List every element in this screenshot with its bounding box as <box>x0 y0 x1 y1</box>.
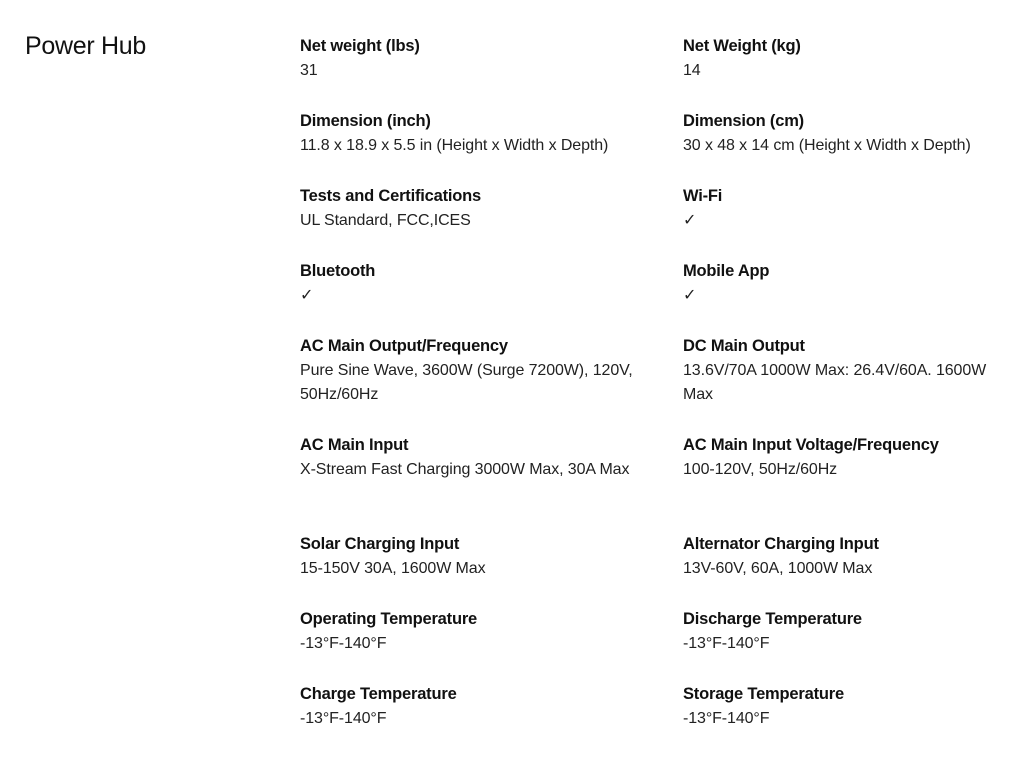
spec-dimension-cm <box>683 109 1024 184</box>
spec-value: 13V-60V, 60A, 1000W Max <box>683 560 873 577</box>
spec-value: 100-120V, 50Hz/60Hz <box>683 461 838 478</box>
spec-label: Bluetooth <box>300 262 376 280</box>
spec-label: Dimension (inch) <box>300 112 431 130</box>
spec-row <box>300 109 1024 184</box>
spec-value: Pure Sine Wave, 3600W (Surge 7200W), 120V, 50Hz/60Hz <box>300 362 633 403</box>
spec-value: X-Stream Fast Charging 3000W Max, 30A Max <box>300 461 630 478</box>
spec-value: 15-150V 30A, 1600W Max <box>300 560 486 577</box>
spec-value: -13°F-140°F <box>300 710 387 727</box>
spec-row <box>300 682 1024 757</box>
spec-row <box>300 34 1024 109</box>
spec-value: 30 x 48 x 14 cm (Height x Width x Depth) <box>683 137 971 154</box>
spec-value: 31 <box>300 62 318 79</box>
spec-operating-temperature <box>300 607 683 682</box>
check-mark-icon: ✓ <box>300 287 314 304</box>
spec-value: -13°F-140°F <box>683 635 770 652</box>
spec-label: Net weight (lbs) <box>300 37 420 55</box>
spec-dimension-inch <box>300 109 683 184</box>
spec-dc-main-output <box>683 334 1024 433</box>
spec-label: Storage Temperature <box>683 685 844 703</box>
spec-net-weight-kg <box>683 34 1024 109</box>
spec-storage-temperature <box>683 682 1024 757</box>
spec-label: Alternator Charging Input <box>683 535 879 553</box>
spec-solar-charging-input <box>300 532 683 607</box>
spec-net-weight-lbs <box>300 34 683 109</box>
spec-label: AC Main Output/Frequency <box>300 337 508 355</box>
spec-label: Dimension (cm) <box>683 112 804 130</box>
spec-certifications <box>300 184 683 259</box>
spec-row <box>300 607 1024 682</box>
spec-wifi <box>683 184 1024 259</box>
check-mark-icon: ✓ <box>683 212 697 229</box>
spec-value: 14 <box>683 62 701 79</box>
spec-label: Tests and Certifications <box>300 187 482 205</box>
spec-row <box>300 334 1024 433</box>
check-mark-icon: ✓ <box>683 287 697 304</box>
spec-value: -13°F-140°F <box>300 635 387 652</box>
spec-label: Solar Charging Input <box>300 535 460 553</box>
spec-label: Charge Temperature <box>300 685 457 703</box>
spec-value: 11.8 x 18.9 x 5.5 in (Height x Width x Depth) <box>300 137 609 154</box>
spec-ac-input-voltage <box>683 433 1024 532</box>
spec-label: AC Main Input <box>300 436 409 454</box>
spec-row <box>300 184 1024 259</box>
spec-row <box>300 259 1024 334</box>
spec-label: Net Weight (kg) <box>683 37 801 55</box>
spec-label: DC Main Output <box>683 337 805 355</box>
spec-label: Mobile App <box>683 262 770 280</box>
spec-ac-main-output <box>300 334 683 433</box>
product-title: Power Hub <box>25 32 146 60</box>
spec-label: Discharge Temperature <box>683 610 862 628</box>
spec-discharge-temperature <box>683 607 1024 682</box>
spec-label: Wi-Fi <box>683 187 723 205</box>
spec-ac-main-input <box>300 433 683 532</box>
spec-value: -13°F-140°F <box>683 710 770 727</box>
spec-alternator-charging-input <box>683 532 1024 607</box>
spec-label: AC Main Input Voltage/Frequency <box>683 436 939 454</box>
spec-value: UL Standard, FCC,ICES <box>300 212 471 229</box>
spec-label: Operating Temperature <box>300 610 478 628</box>
spec-value: 13.6V/70A 1000W Max: 26.4V/60A. 1600W Max <box>683 362 987 403</box>
spec-row <box>300 433 1024 532</box>
spec-row <box>300 532 1024 607</box>
spec-mobile-app <box>683 259 1024 334</box>
spec-table <box>300 34 1024 757</box>
spec-charge-temperature <box>300 682 683 757</box>
spec-bluetooth <box>300 259 683 334</box>
